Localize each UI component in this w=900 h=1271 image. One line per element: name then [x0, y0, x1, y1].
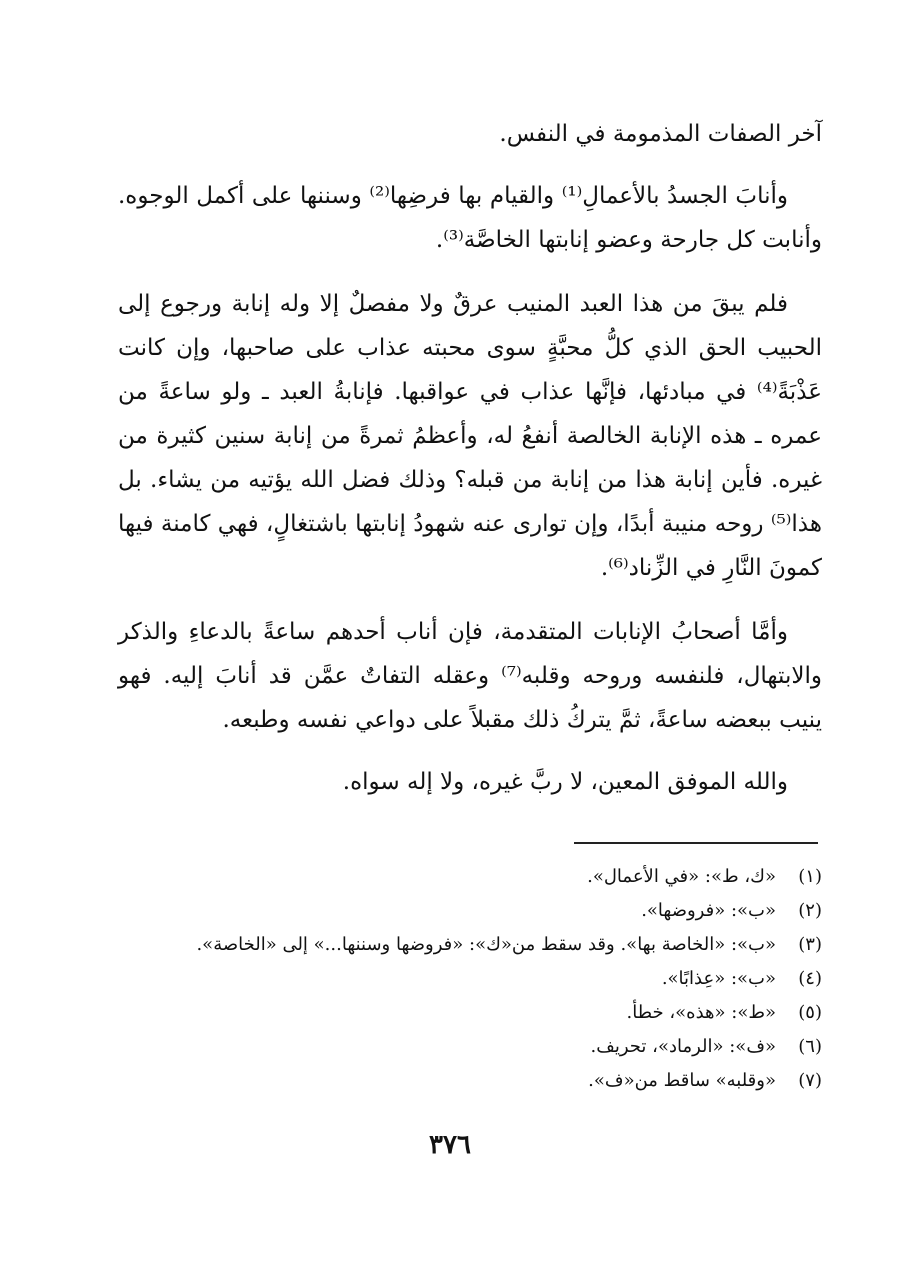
footnote-text: «ط»: «هذه»، خطأ.	[626, 1002, 776, 1023]
footnote-number: (٤)	[798, 968, 822, 989]
footnote-item	[118, 928, 822, 962]
footnote-number: (٦)	[798, 1036, 822, 1057]
footnote-item	[118, 962, 822, 996]
footnote-number: (٢)	[798, 900, 822, 921]
footnote-text: «وقلبه» ساقط من«ف».	[588, 1070, 776, 1091]
main-text	[118, 112, 822, 804]
footnote-number: (١)	[798, 866, 822, 887]
footnote-item	[118, 1064, 822, 1098]
footnote-item	[118, 860, 822, 894]
paragraph-continuation: آخر الصفات المذمومة في النفس.	[499, 121, 822, 147]
footnote-item	[118, 894, 822, 928]
footnote-text: «ب»: «عِذابًا».	[661, 968, 776, 989]
footnote-number: (٥)	[798, 1002, 822, 1023]
footnotes	[118, 860, 822, 1098]
footnote-divider	[574, 842, 818, 844]
footnote-text: «ب»: «فروضها».	[641, 900, 776, 921]
footnote-number: (٣)	[798, 934, 822, 955]
footnote-item	[118, 1030, 822, 1064]
footnote-number: (٧)	[798, 1070, 822, 1091]
footnote-text: «ب»: «الخاصة بها». وقد سقط من«ك»: «فروضها وسننها...» إلى «الخاصة».	[196, 934, 776, 955]
page-number: ٣٧٦	[429, 1130, 471, 1160]
footnote-text: «ك، ط»: «في الأعمال».	[587, 866, 776, 887]
footnote-text: «ف»: «الرماد»، تحريف.	[590, 1036, 776, 1057]
paragraph-body-repentance: وأنابَ الجسدُ بالأعمالِ⁽¹⁾ والقيام بها فرضِها⁽²⁾ وسننها على أكمل الوجوه. وأنابت كل جارحة وعضو إنابتها الخاصَّة⁽³⁾.	[118, 183, 822, 253]
paragraph-servant-repentance: فلم يبقَ من هذا العبد المنيب عرقٌ ولا مفصلٌ إلا وله إنابة ورجوع إلى الحبيب الحق الذي كلُّ محبَّةٍ سوى محبته عذاب على صاحبها، وإن كانت عَذْبَةً⁽⁴⁾ في مبادئها، فإنَّها عذاب في عواقبها. فإنابةُ العبد ـ ولو ساعةً من عمره ـ هذه الإنابة الخالصة أنفعُ له، وأعظمُ ثمرةً من إنابة سنين كثيرة من غيره. فأين إنابة هذا من إنابة من قبله؟ وذلك فضل الله يؤتيه من يشاء. بل هذا⁽⁵⁾ روحه منيبة أبدًا، وإن توارى عنه شهودُ إنابتها باشتغالٍ، فهي كامنة فيها كمونَ النَّارِ في الزِّناد⁽⁶⁾.	[118, 291, 822, 581]
paragraph-companions: وأمَّا أصحابُ الإنابات المتقدمة، فإن أناب أحدهم ساعةً بالدعاءِ والذكر والابتهال، فلنفسه وروحه وقلبه⁽⁷⁾ وعقله التفاتٌ عمَّن قد أنابَ إليه. فهو ينيب ببعضه ساعةً، ثمَّ يتركُ ذلك مقبلاً على دواعي نفسه وطبعه.	[118, 619, 822, 733]
paragraph-closing: والله الموفق المعين، لا ربَّ غيره، ولا إله سواه.	[342, 769, 788, 795]
footnote-item	[118, 996, 822, 1030]
